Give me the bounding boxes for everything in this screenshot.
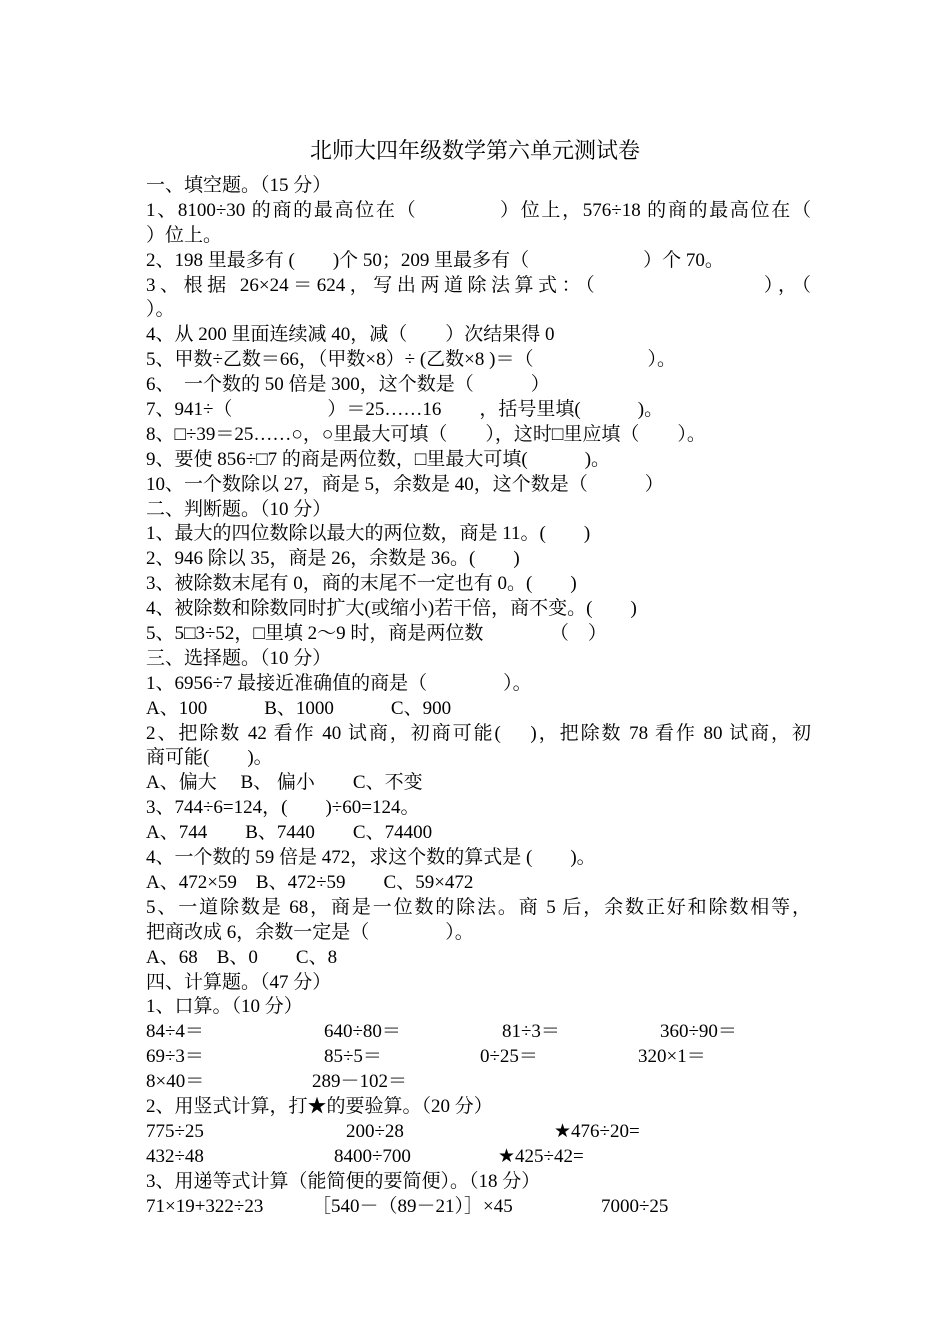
oral-item: 640÷80＝ xyxy=(324,1021,401,1043)
vertical-calc-heading: 2、用竖式计算，打★的要验算。（20 分） xyxy=(146,1095,493,1117)
section3-heading: 三、选择题。（10 分） xyxy=(146,647,332,669)
fill-q1-line1: 1、8100÷30 的商的最高位在（ ）位上，576÷18 的商的最高位在（ xyxy=(146,199,811,221)
oral-item: 289－102＝ xyxy=(312,1071,408,1093)
oral-item: 360÷90＝ xyxy=(660,1021,737,1043)
oral-row-2 xyxy=(146,1045,811,1070)
choice-q2-options: A、偏大 B、 偏小 C、不变 xyxy=(146,772,423,794)
oral-item: 81÷3＝ xyxy=(502,1021,560,1043)
choice-q5-line2: 把商改成 6，余数一定是（ ）。 xyxy=(146,921,474,943)
choice-q3-options: A、744 B、7440 C、74400 xyxy=(146,822,433,844)
vertical-item: 775÷25 xyxy=(146,1120,204,1142)
fill-q3-line1: 3、根据 26×24＝624，写出两道除法算式：（ ），（ xyxy=(146,274,811,296)
judge-q5: 5、5□3÷52，□里填 2～9 时，商是两位数 （ ） xyxy=(146,623,607,645)
choice-q2-line2: 商可能( )。 xyxy=(146,747,273,769)
oral-row-1 xyxy=(146,1020,811,1045)
choice-q5-line1: 5、一道除数是 68，商是一位数的除法。商 5 后，余数正好和除数相等， xyxy=(146,896,811,918)
oral-item: 320×1＝ xyxy=(638,1046,706,1068)
fill-q5: 5、甲数÷乙数＝66，（甲数×8）÷ (乙数×8 )＝（ ）。 xyxy=(146,349,676,371)
fill-q1-line2: ）位上。 xyxy=(146,224,223,246)
fill-q10: 10、一个数除以 27，商是 5，余数是 40，这个数是（ ） xyxy=(146,473,664,495)
judge-q1: 1、最大的四位数除以最大的两位数，商是 11。( ) xyxy=(146,523,591,545)
stepwise-item: 71×19+322÷23 xyxy=(146,1195,264,1217)
oral-item: 85÷5＝ xyxy=(324,1046,382,1068)
section4-heading: 四、计算题。（47 分） xyxy=(146,971,332,993)
fill-q7: 7、941÷（ ）＝25……16 ，括号里填( )。 xyxy=(146,399,664,421)
oral-row-3 xyxy=(146,1070,811,1095)
stepwise-calc-heading: 3、用递等式计算（能简便的要简便）。（18 分） xyxy=(146,1170,541,1192)
vertical-item: 432÷48 xyxy=(146,1145,204,1167)
vertical-item: ★425÷42= xyxy=(498,1145,584,1167)
judge-q3: 3、被除数末尾有 0，商的末尾不一定也有 0。( ) xyxy=(146,573,577,595)
stepwise-item: ［540－（89－21）］×45 xyxy=(312,1195,513,1217)
vertical-row-2 xyxy=(146,1145,811,1170)
oral-item: 84÷4＝ xyxy=(146,1021,204,1043)
vertical-item: ★476÷20= xyxy=(554,1120,640,1142)
choice-q4: 4、一个数的 59 倍是 472，求这个数的算式是 ( )。 xyxy=(146,847,596,869)
choice-q5-options: A、68 B、0 C、8 xyxy=(146,946,338,968)
fill-q2: 2、198 里最多有 ( )个 50；209 里最多有（ ）个 70。 xyxy=(146,249,724,271)
judge-q2: 2、946 除以 35，商是 26，余数是 36。( ) xyxy=(146,548,520,570)
choice-q3: 3、744÷6=124，( )÷60=124。 xyxy=(146,797,420,819)
stepwise-item: 7000÷25 xyxy=(601,1195,669,1217)
oral-item: 69÷3＝ xyxy=(146,1046,204,1068)
fill-q8: 8、□÷39＝25……○，○里最大可填（ ），这时□里应填（ ）。 xyxy=(146,423,706,445)
choice-q1-options: A、100 B、1000 C、900 xyxy=(146,697,452,719)
fill-q4: 4、从 200 里面连续减 40，减（ ）次结果得 0 xyxy=(146,324,555,346)
section1-heading: 一、填空题。（15 分） xyxy=(146,175,332,196)
oral-calc-heading: 1、口算。（10 分） xyxy=(146,996,303,1018)
choice-q2-line1: 2、把除数 42 看作 40 试商，初商可能( )，把除数 78 看作 80 试商，初 xyxy=(146,722,811,744)
judge-q4: 4、被除数和除数同时扩大(或缩小)若干倍，商不变。( ) xyxy=(146,598,637,620)
fill-q6: 6、 一个数的 50 倍是 300，这个数是（ ） xyxy=(146,374,550,396)
worksheet-body xyxy=(146,174,811,1219)
oral-item: 0÷25＝ xyxy=(480,1046,538,1068)
vertical-item: 200÷28 xyxy=(346,1120,404,1142)
fill-q3-line2: ）。 xyxy=(146,299,175,321)
choice-q1: 1、6956÷7 最接近准确值的商是（ ）。 xyxy=(146,672,532,694)
oral-item: 8×40＝ xyxy=(146,1071,205,1093)
stepwise-row xyxy=(146,1195,811,1220)
choice-q4-options: A、472×59 B、472÷59 C、59×472 xyxy=(146,871,474,893)
fill-q9: 9、要使 856÷□7 的商是两位数，□里最大可填( )。 xyxy=(146,448,611,470)
page-title: 北师大四年级数学第六单元测试卷 xyxy=(309,138,640,163)
section2-heading: 二、判断题。（10 分） xyxy=(146,498,332,520)
vertical-item: 8400÷700 xyxy=(334,1145,411,1167)
vertical-row-1 xyxy=(146,1120,811,1145)
